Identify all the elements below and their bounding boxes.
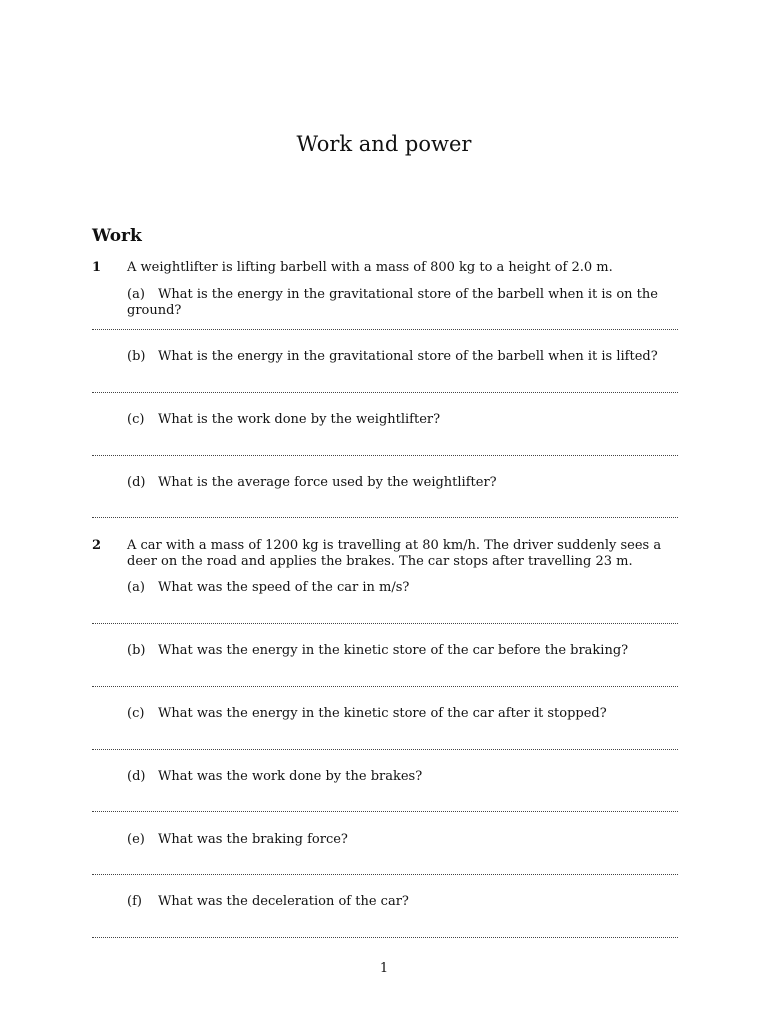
page-title: Work and power xyxy=(296,132,472,156)
answer-line[interactable] xyxy=(92,517,678,518)
part-label: (c) xyxy=(127,412,145,427)
question-part xyxy=(127,475,682,491)
question-number: 2 xyxy=(92,538,102,553)
part-text: What is the energy in the gravitational store of the barbell when it is on the ground? xyxy=(127,287,658,318)
part-label: (b) xyxy=(127,349,146,364)
part-label: (e) xyxy=(127,832,145,847)
answer-line[interactable] xyxy=(92,874,678,875)
question-stem: A car with a mass of 1200 kg is travelling at 80 km/h. The driver suddenly sees a deer on the road and applies the brakes. The car stops after travelling 23 m. xyxy=(127,538,662,569)
question-part xyxy=(127,643,682,659)
answer-line[interactable] xyxy=(92,749,678,750)
part-label: (f) xyxy=(127,894,142,909)
part-label: (b) xyxy=(127,643,146,658)
question-part xyxy=(127,287,682,319)
part-label: (d) xyxy=(127,769,146,784)
question-number: 1 xyxy=(92,260,102,275)
part-label: (d) xyxy=(127,475,146,490)
question-stem: A weightlifter is lifting barbell with a mass of 800 kg to a height of 2.0 m. xyxy=(127,260,613,275)
page-number: 1 xyxy=(379,961,389,976)
answer-line[interactable] xyxy=(92,811,678,812)
question-part xyxy=(127,832,682,848)
part-text: What was the speed of the car in m/s? xyxy=(158,580,410,595)
answer-line[interactable] xyxy=(92,329,678,330)
question-part xyxy=(127,894,682,910)
part-text: What was the deceleration of the car? xyxy=(158,894,409,909)
part-text: What is the work done by the weightlifter? xyxy=(158,412,441,427)
question-part xyxy=(127,412,682,428)
question-part xyxy=(127,580,682,596)
answer-line[interactable] xyxy=(92,937,678,938)
part-text: What is the average force used by the weightlifter? xyxy=(158,475,497,490)
part-text: What was the braking force? xyxy=(158,832,348,847)
part-text: What was the work done by the brakes? xyxy=(158,769,423,784)
answer-line[interactable] xyxy=(92,623,678,624)
answer-line[interactable] xyxy=(92,686,678,687)
part-label: (a) xyxy=(127,287,145,302)
question-part xyxy=(127,349,682,365)
part-text: What was the energy in the kinetic store of the car before the braking? xyxy=(158,643,629,658)
part-label: (c) xyxy=(127,706,145,721)
answer-line[interactable] xyxy=(92,392,678,393)
part-label: (a) xyxy=(127,580,145,595)
part-text: What is the energy in the gravitational store of the barbell when it is lifted? xyxy=(158,349,658,364)
question-part xyxy=(127,769,682,785)
part-text: What was the energy in the kinetic store of the car after it stopped? xyxy=(158,706,607,721)
section-heading: Work xyxy=(92,226,142,246)
question-part xyxy=(127,706,682,722)
answer-line[interactable] xyxy=(92,455,678,456)
